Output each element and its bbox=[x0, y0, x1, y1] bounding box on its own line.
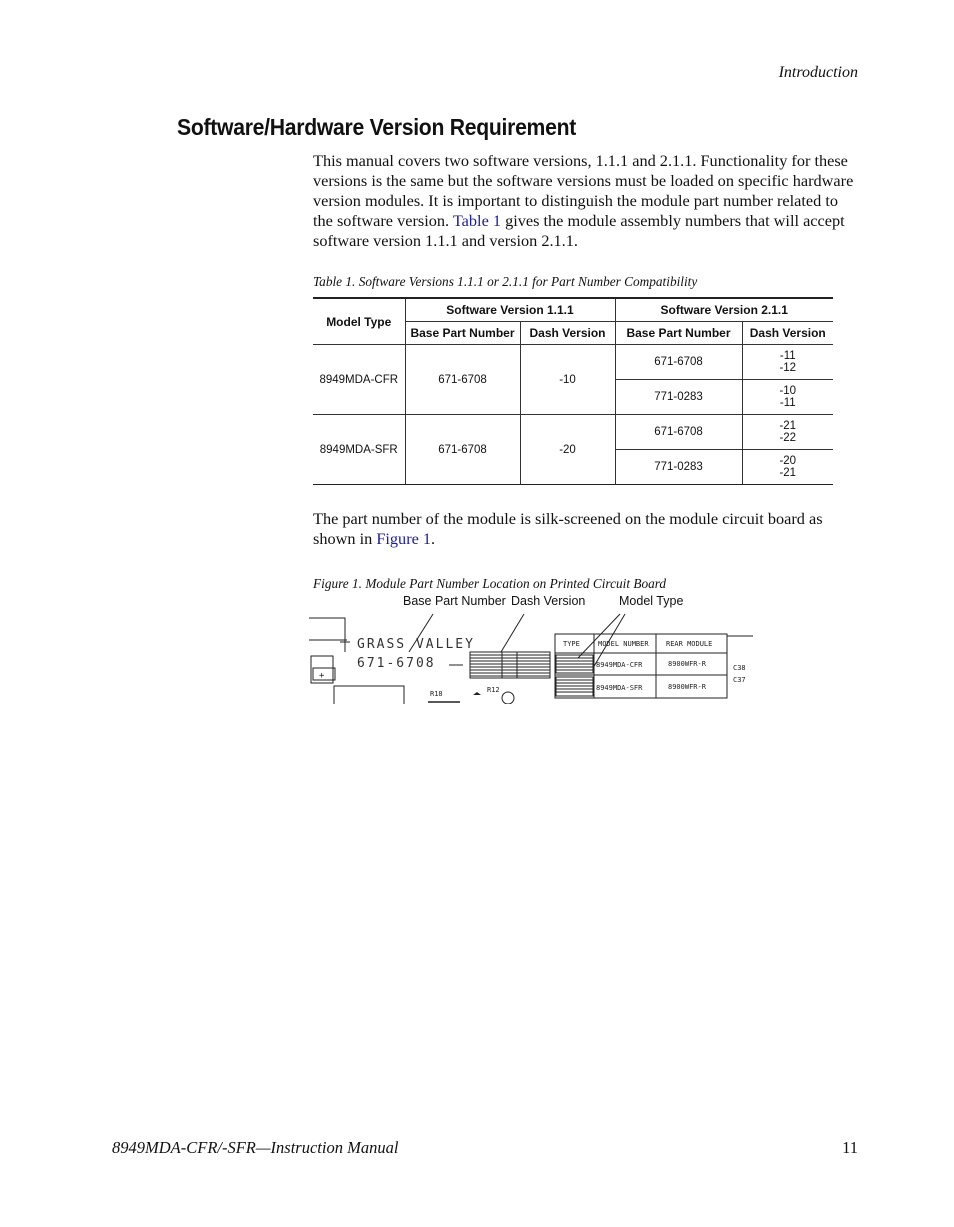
sw2-header: Software Version 2.1.1 bbox=[615, 298, 833, 322]
ref-c38: C38 bbox=[733, 664, 746, 672]
board-part-number: 671-6708 bbox=[357, 656, 436, 671]
sw1-dash-header: Dash Version bbox=[520, 322, 615, 345]
base1-cell: 671-6708 bbox=[405, 415, 520, 485]
ref-r12: R12 bbox=[487, 686, 500, 694]
base-part-label: Base Part Number bbox=[403, 594, 506, 608]
sw1-base-header: Base Part Number bbox=[405, 322, 520, 345]
model-cfr: 8949MDA-CFR bbox=[596, 661, 643, 669]
dash2-cell: -11 -12 bbox=[742, 345, 833, 380]
silk-text: The part number of the module is silk-screened on the module circuit board as shown in bbox=[313, 509, 823, 548]
intro-text: This manual covers two software versions, 1.1.1 and 2.1.1. Functionality for these versions is the same but the software versions must be loaded on specific hardware version modules. It is important to distinguish the module part number related to the software version. bbox=[313, 151, 854, 230]
running-header: Introduction bbox=[778, 64, 858, 81]
rear-1: 8900WFR-R bbox=[668, 660, 706, 668]
table-1-link[interactable]: Table 1 bbox=[452, 211, 502, 230]
sw1-header: Software Version 1.1.1 bbox=[405, 298, 615, 322]
model-table bbox=[555, 634, 753, 698]
base2-cell: 771-0283 bbox=[615, 450, 742, 485]
section-title: Software/Hardware Version Requirement bbox=[177, 114, 577, 140]
intro-text-end: gives the module assembly numbers that will accept software version 1.1.1 and version 2.1.1. bbox=[313, 211, 845, 250]
model-leader-1 bbox=[578, 614, 620, 658]
ref-c37: C37 bbox=[733, 676, 746, 684]
model-cell: 8949MDA-CFR bbox=[313, 345, 405, 415]
silk-text-end: . bbox=[431, 529, 436, 548]
model-sfr: 8949MDA-SFR bbox=[596, 684, 643, 692]
table-caption: Table 1. Software Versions 1.1.1 or 2.1.1 for Part Number Compatibility bbox=[313, 274, 698, 289]
plus-mark: + bbox=[319, 671, 325, 681]
board-brand: GRASS VALLEY bbox=[357, 637, 475, 652]
ref-r18: R18 bbox=[430, 690, 443, 698]
dash2-cell: -20 -21 bbox=[742, 450, 833, 485]
dash2-cell: -21 -22 bbox=[742, 415, 833, 450]
silkscreen-paragraph bbox=[313, 509, 861, 549]
component-outline bbox=[334, 686, 404, 704]
base2-cell: 771-0283 bbox=[615, 380, 742, 415]
col-type: TYPE bbox=[563, 640, 580, 648]
component-circle bbox=[502, 692, 514, 704]
col-model-number: MODEL NUMBER bbox=[598, 640, 649, 648]
dash2-cell: -10 -11 bbox=[742, 380, 833, 415]
intro-paragraph bbox=[313, 151, 861, 251]
model-type-label: Model Type bbox=[619, 594, 684, 608]
table-row bbox=[313, 415, 833, 450]
compatibility-table bbox=[313, 297, 833, 485]
base2-cell: 671-6708 bbox=[615, 415, 742, 450]
hatched-block bbox=[470, 652, 550, 678]
dash-version-leader bbox=[501, 614, 524, 652]
footer-manual-title: 8949MDA-CFR/-SFR—Instruction Manual bbox=[112, 1138, 399, 1157]
table-row bbox=[313, 345, 833, 380]
pcb-figure bbox=[305, 608, 755, 704]
base1-cell: 671-6708 bbox=[405, 345, 520, 415]
board-trace bbox=[309, 618, 345, 640]
model-cell: 8949MDA-SFR bbox=[313, 415, 405, 485]
sw2-base-header: Base Part Number bbox=[615, 322, 742, 345]
rear-2: 8900WFR-R bbox=[668, 683, 706, 691]
dash1-cell: -10 bbox=[520, 345, 615, 415]
dash1-cell: -20 bbox=[520, 415, 615, 485]
dash-version-label: Dash Version bbox=[511, 594, 586, 608]
col-rear-module: REAR MODULE bbox=[666, 640, 713, 648]
figure-1-link[interactable]: Figure 1 bbox=[376, 529, 432, 548]
model-type-header: Model Type bbox=[313, 298, 405, 345]
page-number: 11 bbox=[842, 1138, 858, 1157]
base2-cell: 671-6708 bbox=[615, 345, 742, 380]
figure-caption: Figure 1. Module Part Number Location on Printed Circuit Board bbox=[313, 576, 667, 591]
arrow-mark bbox=[473, 692, 481, 695]
sw2-dash-header: Dash Version bbox=[742, 322, 833, 345]
